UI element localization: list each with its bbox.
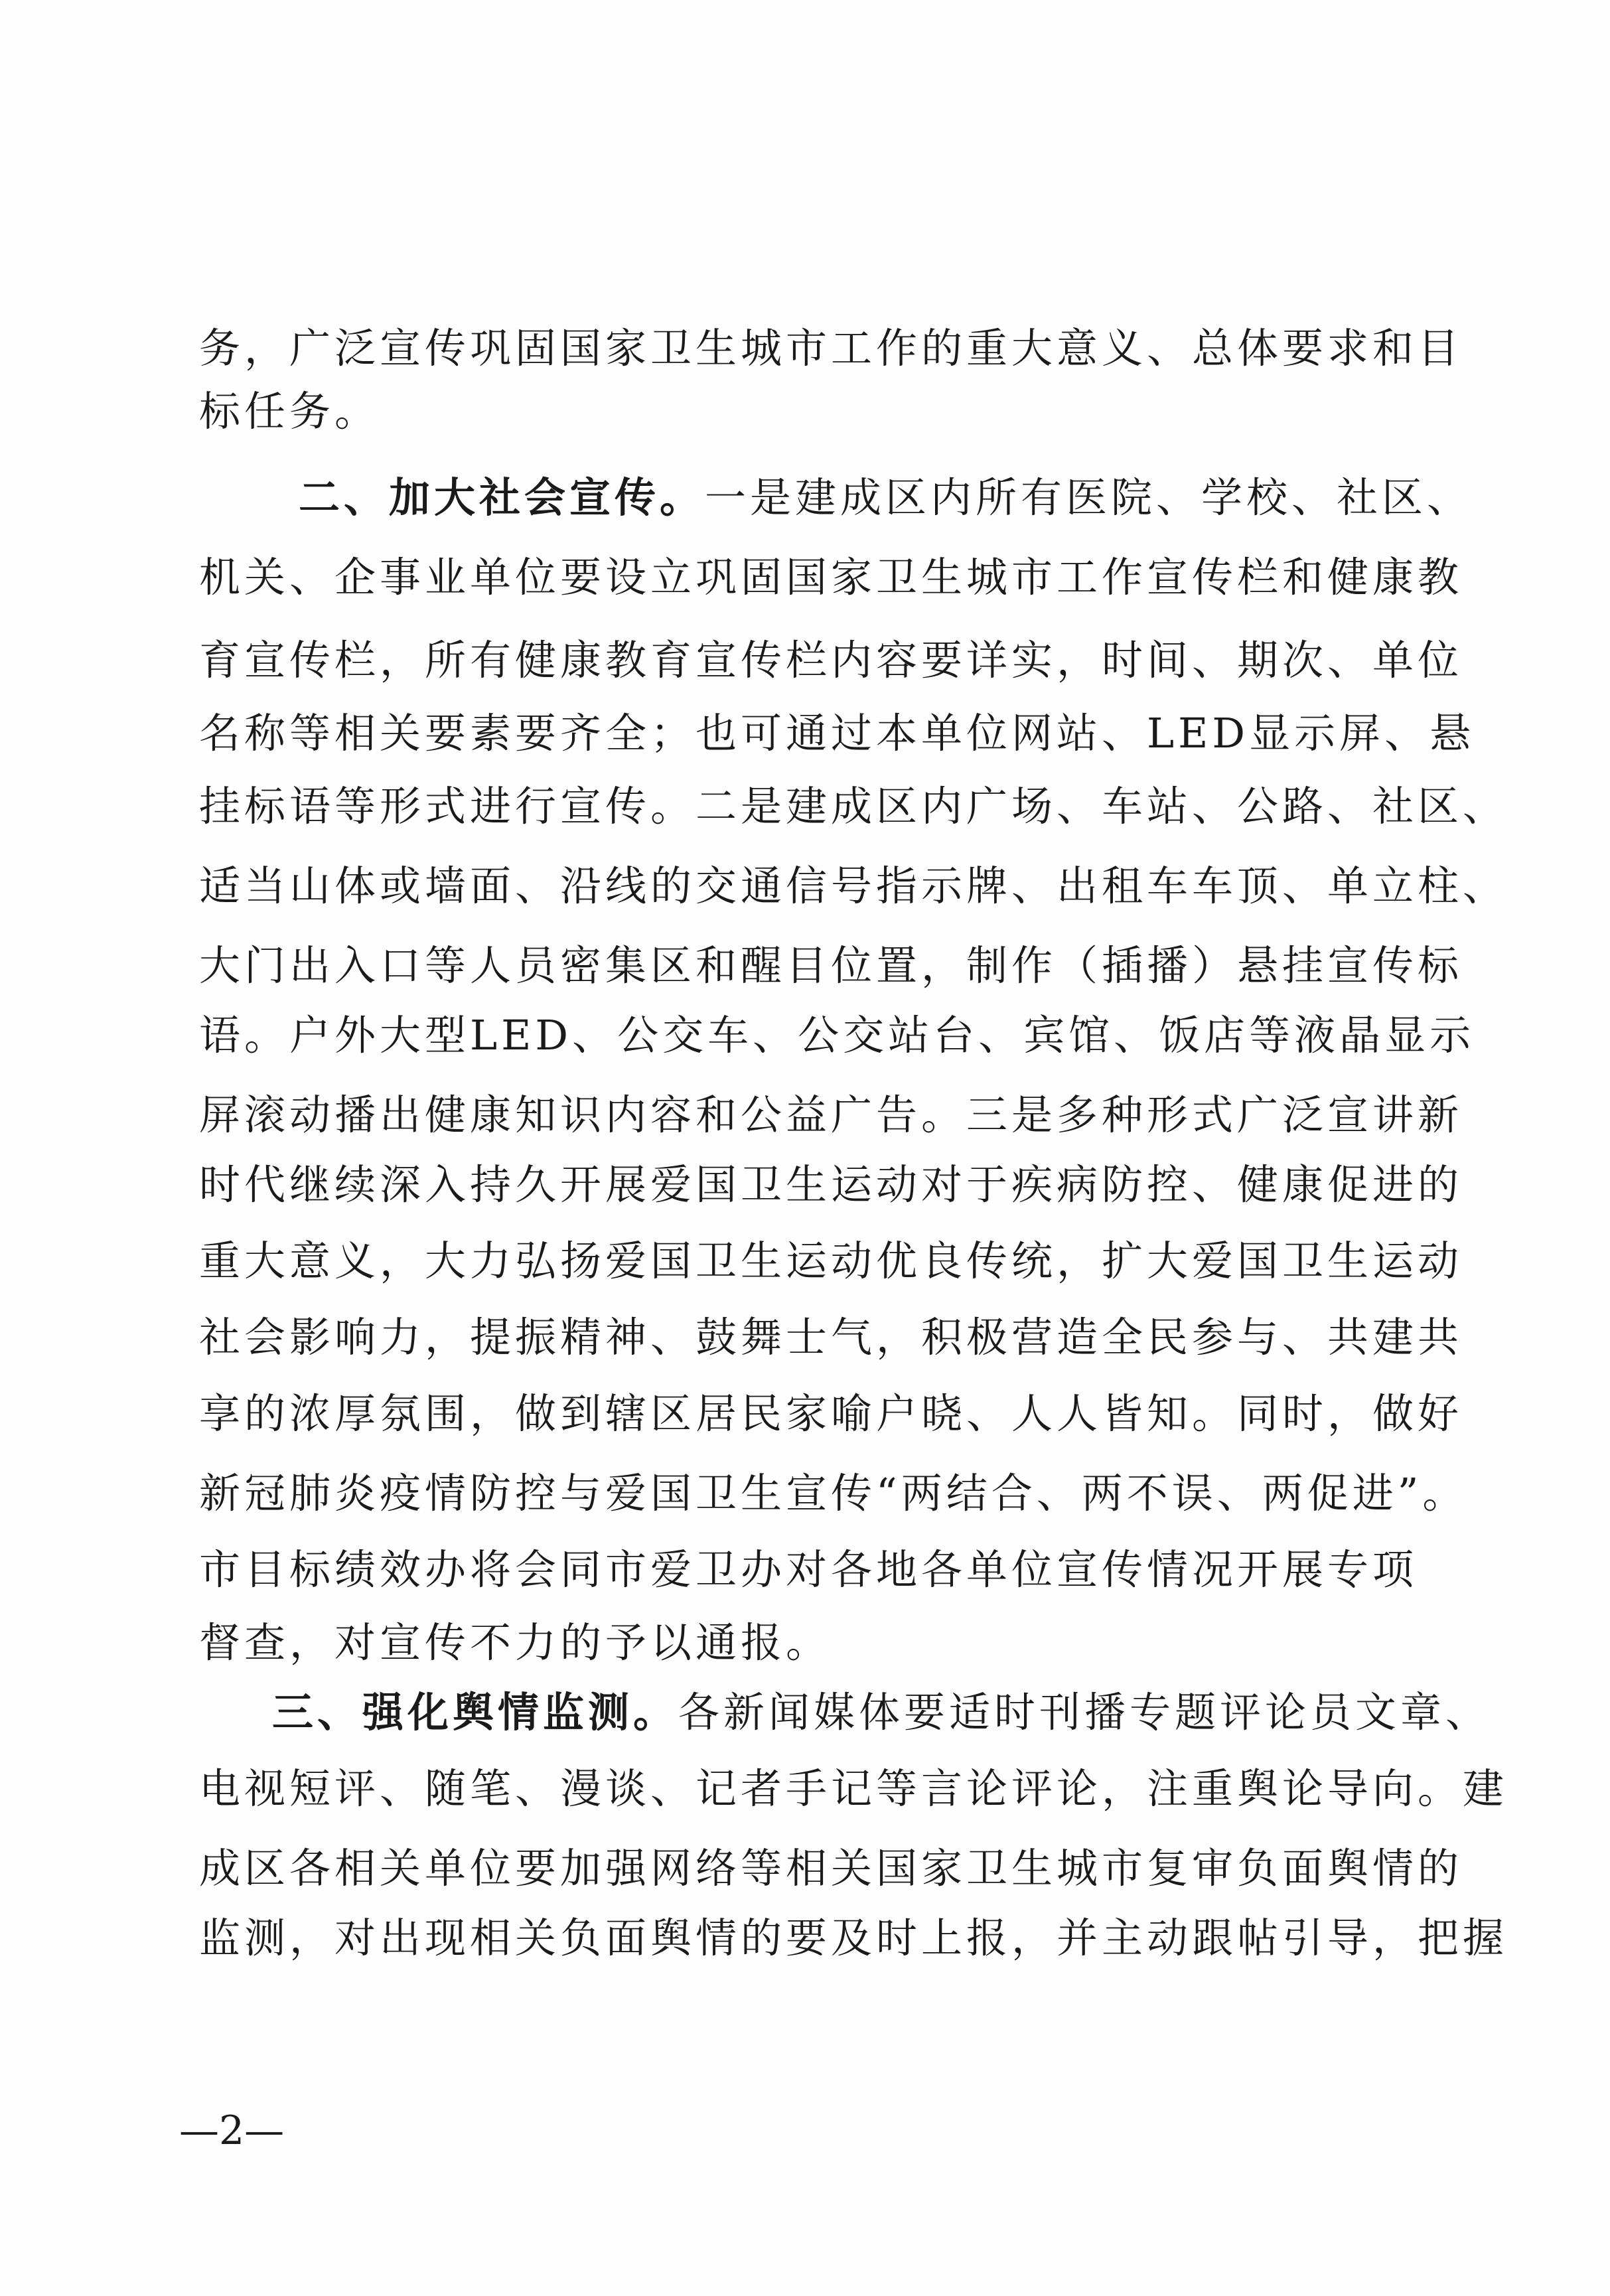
section-3-paragraph-start (272, 1676, 1491, 1749)
section-2-heading: 二、加大社会宣传。 (299, 473, 705, 522)
body-line: 重大意义，大力弘扬爱国卫生运动优良传统，扩大爱国卫生运动 (199, 1237, 1463, 1285)
body-line: 机关、企事业单位要设立巩固国家卫生城市工作宣传栏和健康教 (199, 553, 1463, 601)
body-line: 督查，对宣传不力的予以通报。 (199, 1618, 832, 1667)
body-line: 大门出入口等人员密集区和醒目位置，制作（插播）悬挂宣传标 (199, 941, 1463, 990)
section-2-paragraph-start (299, 461, 1473, 534)
body-line: 标任务。 (199, 387, 380, 435)
body-line: 市目标绩效办将会同市爱卫办对各地各单位宣传情况开展专项 (199, 1545, 1418, 1594)
body-line: 屏滚动播出健康知识内容和公益广告。三是多种形式广泛宣讲新 (199, 1091, 1463, 1139)
body-line: 新冠肺炎疫情防控与爱国卫生宣传“两结合、两不误、两促进”。 (199, 1469, 1468, 1517)
body-line: 享的浓厚氛围，做到辖区居民家喻户晓、人人皆知。同时，做好 (199, 1389, 1463, 1438)
page-number: —2— (179, 2107, 285, 2154)
body-line: 成区各相关单位要加强网络等相关国家卫生城市复审负面舆情的 (199, 1844, 1463, 1892)
body-line: 挂标语等形式进行宣传。二是建成区内广场、车站、公路、社区、 (199, 782, 1508, 830)
section-3-text: 各新闻媒体要适时刊播专题评论员文章、 (678, 1688, 1491, 1736)
body-line: 育宣传栏，所有健康教育宣传栏内容要详实，时间、期次、单位 (199, 636, 1463, 684)
section-2-text: 一是建成区内所有医院、学校、社区、 (705, 473, 1473, 522)
body-line: 监测，对出现相关负面舆情的要及时上报，并主动跟帖引导，把握 (199, 1914, 1508, 1962)
body-line: 适当山体或墙面、沿线的交通信号指示牌、出租车车顶、单立柱、 (199, 862, 1508, 910)
body-line: 名称等相关要素要齐全；也可通过本单位网站、LED显示屏、悬 (199, 709, 1475, 757)
body-line: 社会影响力，提振精神、鼓舞士气，积极营造全民参与、共建共 (199, 1313, 1463, 1361)
body-line: 时代继续深入持久开展爱国卫生运动对于疾病防控、健康促进的 (199, 1160, 1463, 1209)
section-3-heading: 三、强化舆情监测。 (272, 1688, 679, 1736)
body-line: 电视短评、随笔、漫谈、记者手记等言论评论，注重舆论导向。建 (199, 1764, 1508, 1813)
body-line: 语。户外大型LED、公交车、公交站台、宾馆、饭店等液晶显示 (199, 1011, 1475, 1059)
body-line: 务，广泛宣传巩固国家卫生城市工作的重大意义、总体要求和目 (199, 324, 1463, 372)
